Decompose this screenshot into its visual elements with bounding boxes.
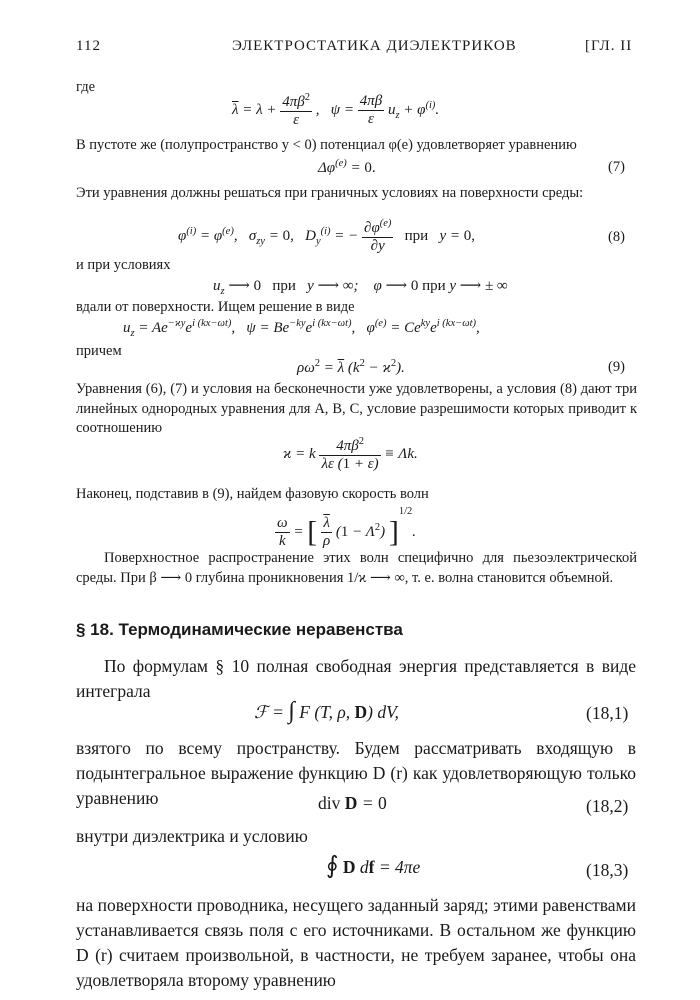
running-title: ЭЛЕКТРОСТАТИКА ДИЭЛЕКТРИКОВ [232, 38, 517, 54]
equation-7: $\Delta\varphi^{(e)} = 0$. [318, 158, 376, 176]
equation-18-3-label: (18,3) [586, 860, 629, 880]
paragraph-inside: внутри диэлектрика и условию [76, 826, 308, 846]
section-title: § 18. Термодинамические неравенства [76, 620, 403, 639]
paragraph-boundary: Эти уравнения должны решаться при граничных условиях на поверхности среды: [76, 185, 584, 201]
equation-18-2: div D = 0 [318, 793, 387, 813]
equation-8: $\varphi^{(i)} = \varphi^{(e)}$, $\sigma_{zy} = 0$, $D_y^{(i)}$ = − $\frac{\partial\varphi^{(e)}}{\partial y}$ при y = 0, [178, 218, 475, 254]
equation-lambda-psi: $\overline{\lambda} = \lambda$ + $\frac{4\pi\beta^2}{\varepsilon}$ , ψ = $\frac{4\pi\beta}{\varepsilon}$ $u_z + \varphi^{(i)}$. [232, 92, 440, 128]
paragraph-finally: Наконец, подставив в (9), найдем фазовую скорость волн [76, 486, 429, 502]
paragraph-far: вдали от поверхности. Ищем решение в виде [76, 299, 355, 315]
paragraph-formulas: По формулам § 10 полная свободная энергия представляется в виде интеграла [76, 656, 636, 701]
paragraph-conductor: на поверхности проводника, несущего заданный заряд; этими равенствами устанавливается связь поля с его источниками. В остальном же функцию D (r) считаем произвольной, в частности, не требуем заранее, чтобы она удовлетворяла второму уравнению [76, 895, 636, 990]
paragraph-taken: взятого по всему пространству. Будем рассматривать входящую в подынтегральное выражение функцию D (r) как удовлетворяющую только уравнению [76, 738, 636, 808]
equation-solution: $u_z = Ae^{-ϰy}e^{i (kx-\omega t)}$, $\psi = Be^{-ky}e^{i (kx-\omega t)}$, $\varphi^{(e)} = Ce^{ky}e^{i (kx-\omega t)}$, [123, 318, 480, 339]
equation-18-2-label: (18,2) [586, 796, 629, 816]
equation-9: $\rho\omega^2 = \overline{\lambda}$ $(k^2 - ϰ^2)$. [297, 358, 405, 376]
equation-18-1-label: (18,1) [586, 703, 629, 723]
word-pri: при [404, 227, 429, 244]
equation-7-label: (7) [608, 159, 625, 175]
equation-18-1: ℱ = ∫ F (T, ρ, D) dV, [254, 698, 399, 724]
equation-phase-velocity: $\frac{\omega}{k}$ = [ $\frac{\overline{\lambda}}{\rho}$ $(1 - \Lambda^2)$ ]$^{1/2}$. [277, 506, 417, 550]
equation-9-label: (9) [608, 359, 625, 375]
paragraph-equations: Уравнения (6), (7) и условия на бесконечности уже удовлетворены, а условия (8) дают три линейных однородных уравнения для A, B, C, условие разрешимости которых приводит к соотношению [76, 381, 637, 436]
paragraph-surface: Поверхностное распространение этих волн специфично для пьезоэлектрической среды. При β ⟶ 0 глубина проникновения 1/ϰ ⟶ ∞, т. е. волна становится объемной. [76, 550, 637, 586]
paragraph-vacuum: В пустоте же (полупространство y < 0) потенциал φ(e) удовлетворяет уравнению [76, 137, 577, 153]
page-number: 112 [76, 38, 101, 54]
equation-conditions: $u_z$ ⟶ 0 при y ⟶ ∞; φ ⟶ 0 при y ⟶ ± ∞ [213, 278, 508, 297]
word-pri-2: при [272, 278, 296, 294]
equation-kappa: ϰ = k $\frac{4\pi\beta^2}{\overline{\lambda}\varepsilon (1 + \varepsilon)}$ ≡ Λk. [283, 436, 418, 472]
equation-18-3: ∮ D df = 4πe [326, 853, 421, 879]
equation-8-label: (8) [608, 229, 625, 245]
paragraph-conditions: и при условиях [76, 257, 171, 273]
chapter-label: [ГЛ. II [585, 38, 633, 54]
word-prichem: причем [76, 343, 122, 359]
word-gde: где [76, 79, 96, 95]
